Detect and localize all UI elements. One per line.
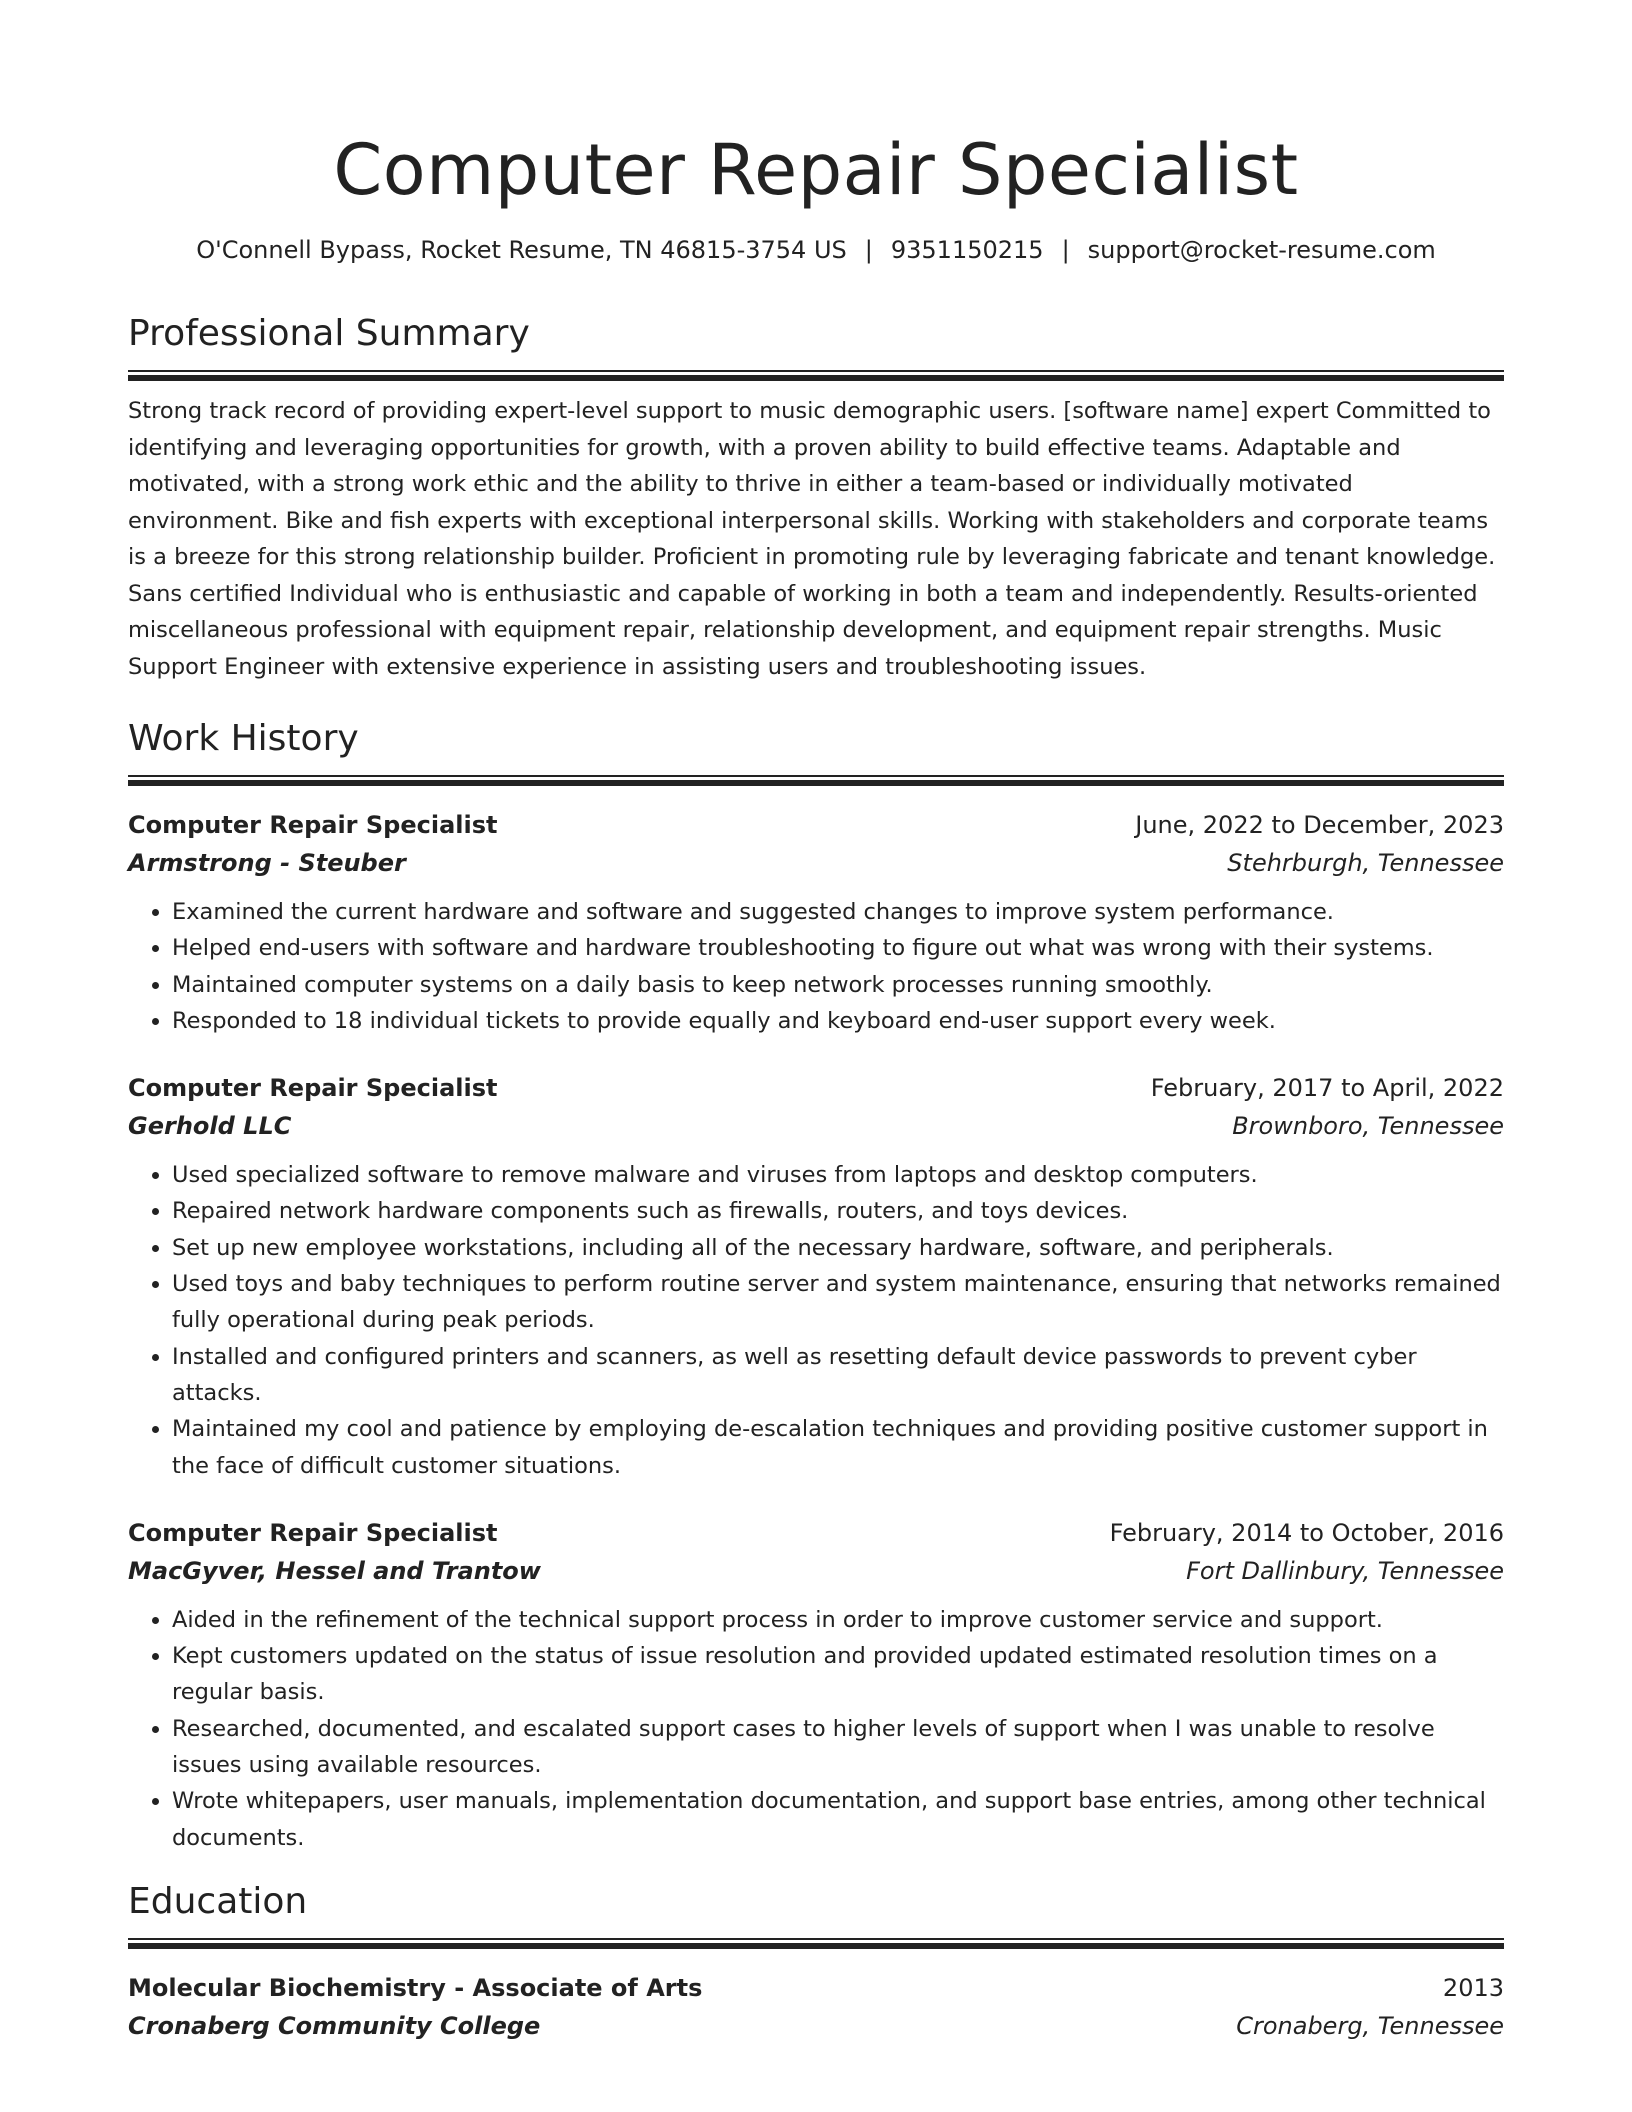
job-header <box>128 1514 1504 1552</box>
job-dates: February, 2014 to October, 2016 <box>1109 1518 1504 1547</box>
summary-section <box>128 310 1504 685</box>
contact-separator: | <box>864 236 873 264</box>
job-subheader <box>128 844 1504 882</box>
job-dates: June, 2022 to December, 2023 <box>1135 811 1504 839</box>
job-title: Computer Repair Specialist <box>128 1518 498 1547</box>
job-subheader <box>128 1107 1504 1145</box>
job-location: Fort Dallinbury, Tennessee <box>1186 1556 1504 1585</box>
job-title: Computer Repair Specialist <box>128 811 498 839</box>
job-title: Computer Repair Specialist <box>128 1074 498 1103</box>
resume-page <box>128 0 1504 2045</box>
job-dates: February, 2017 to April, 2022 <box>1150 1074 1504 1103</box>
job-company: Armstrong - Steuber <box>128 849 406 877</box>
job-bullets <box>128 894 1504 1039</box>
job-entry <box>128 1514 1504 1856</box>
job-location: Brownboro, Tennessee <box>1232 1112 1504 1141</box>
education-location: Cronaberg, Tennessee <box>1236 2011 1504 2040</box>
contact-phone: 9351150215 <box>890 236 1044 264</box>
job-header <box>128 806 1504 844</box>
resume-name: Computer Repair Specialist <box>333 129 1299 211</box>
job-bullet: • Wrote whitepapers, user manuals, implementation documentation, and support base entries, among other technical documents. <box>172 1783 1504 1856</box>
job-bullet: • Examined the current hardware and software and suggested changes to improve system performance. <box>172 894 1504 930</box>
job-bullets <box>128 1157 1504 1484</box>
job-company: MacGyver, Hessel and Trantow <box>128 1556 541 1585</box>
work-history-heading: Work History <box>128 718 359 759</box>
job-bullet: • Helped end-users with software and hardware troubleshooting to figure out what was wrong with their systems. <box>172 930 1504 966</box>
job-bullet: • Used toys and baby techniques to perform routine server and system maintenance, ensuring that networks remained fully operational during peak periods. <box>172 1266 1504 1339</box>
job-bullet: • Aided in the refinement of the technical support process in order to improve customer service and support. <box>172 1602 1504 1638</box>
section-divider <box>128 775 1504 786</box>
education-subheader <box>128 2007 1504 2045</box>
job-bullet: • Repaired network hardware components such as firewalls, routers, and toys devices. <box>172 1193 1504 1229</box>
job-bullet: • Responded to 18 individual tickets to provide equally and keyboard end-user support every week. <box>172 1003 1504 1039</box>
education-entry <box>128 1969 1504 2045</box>
job-header <box>128 1069 1504 1107</box>
education-degree: Molecular Biochemistry - Associate of Arts <box>128 1973 703 2002</box>
job-bullet: • Installed and configured printers and scanners, as well as resetting default device passwords to prevent cyber attacks. <box>172 1339 1504 1412</box>
contact-line <box>128 234 1504 266</box>
summary-heading: Professional Summary <box>128 313 530 354</box>
education-header <box>128 1969 1504 2007</box>
job-bullet: • Maintained computer systems on a daily basis to keep network processes running smoothly. <box>172 967 1504 1003</box>
contact-separator: | <box>1061 236 1070 264</box>
job-bullets <box>128 1602 1504 1856</box>
section-divider <box>128 370 1504 381</box>
job-bullet: • Kept customers updated on the status of issue resolution and provided updated estimated resolution times on a regular basis. <box>172 1638 1504 1711</box>
education-section <box>128 1878 1504 2045</box>
education-year: 2013 <box>1442 1973 1504 2002</box>
job-bullet: • Researched, documented, and escalated support cases to higher levels of support when I was unable to resolve issues using available resources. <box>172 1711 1504 1784</box>
job-location: Stehrburgh, Tennessee <box>1227 849 1504 877</box>
work-history-section <box>128 715 1504 1856</box>
job-bullet: • Set up new employee workstations, including all of the necessary hardware, software, and peripherals. <box>172 1230 1504 1266</box>
job-bullet: • Used specialized software to remove malware and viruses from laptops and desktop computers. <box>172 1157 1504 1193</box>
job-subheader <box>128 1552 1504 1590</box>
contact-email: support@rocket-resume.com <box>1087 236 1436 264</box>
job-company: Gerhold LLC <box>128 1112 292 1141</box>
job-entry <box>128 806 1504 1039</box>
education-heading: Education <box>128 1880 308 1922</box>
contact-address: O'Connell Bypass, Rocket Resume, TN 46815-3754 US <box>196 236 847 264</box>
section-divider <box>128 1938 1504 1949</box>
education-school: Cronaberg Community College <box>128 2011 541 2040</box>
job-bullet: • Maintained my cool and patience by employing de-escalation techniques and providing positive customer support in the face of difficult customer situations. <box>172 1411 1504 1484</box>
job-entry <box>128 1069 1504 1484</box>
summary-text: Strong track record of providing expert-level support to music demographic users. [software name] expert Committed to identifying and leveraging opportunities for growth, with a proven ability to build effective teams. Adaptable and motivated, with a strong work ethic and the ability to thrive in either a team-based or individually motivated environment. Bike and fish experts with exceptional interpersonal skills. Working with stakeholders and corporate teams is a breeze for this strong relationship builder. Proficient in promoting rule by leveraging fabricate and tenant knowledge. Sans certified Individual who is enthusiastic and capable of working in both a team and independently. Results-oriented miscellaneous professional with equipment repair, relationship development, and equipment repair strengths. Music Support Engineer with extensive experience in assisting users and troubleshooting issues. <box>128 398 1496 680</box>
